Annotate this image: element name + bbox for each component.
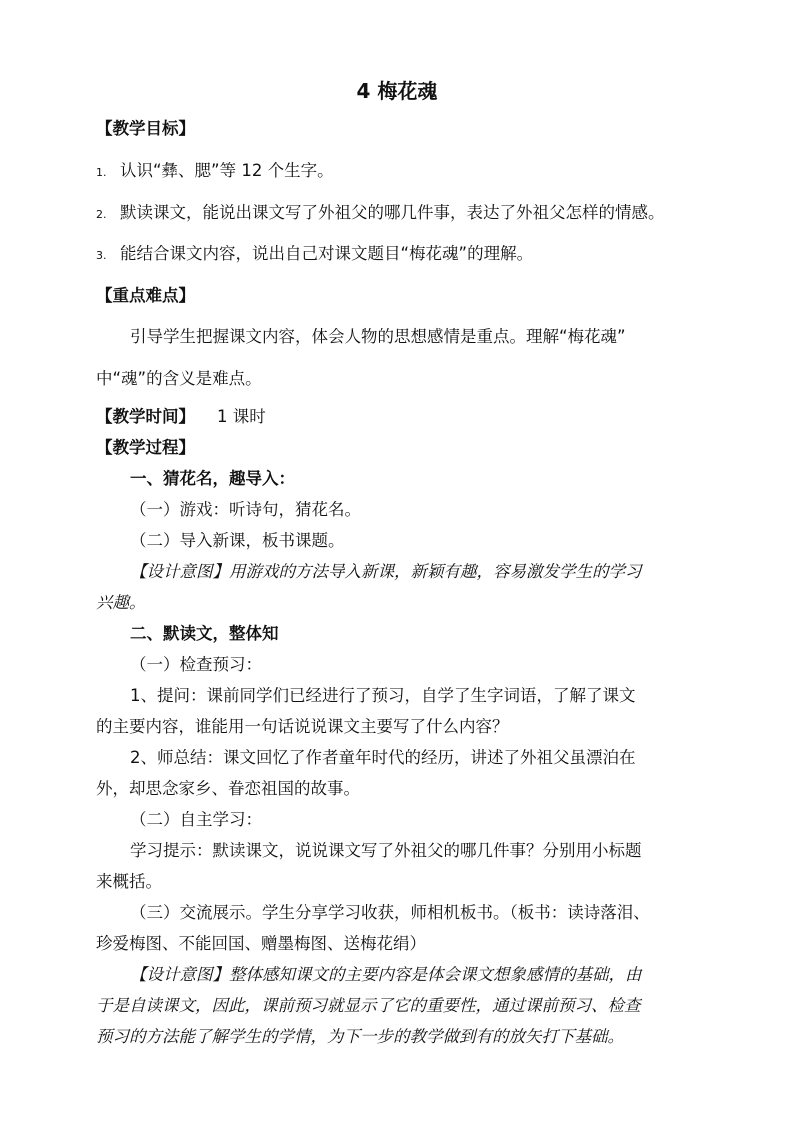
section-2-design-line-2: 于是自读课文，因此，课前预习就显示了它的重要性，通过课前预习、检查	[96, 996, 641, 1015]
key-points-line-1: 引导学生把握课文内容，体会人物的思想感情是重点。理解“梅花魂”	[130, 327, 626, 346]
page-title: 4 梅花魂	[356, 79, 438, 103]
objective-number: 3.	[96, 249, 107, 262]
process-heading: 【教学过程】	[96, 438, 195, 457]
objective-text: 默读课文，能说出课文写了外祖父的哪几件事，表达了外祖父怎样的情感。	[120, 203, 665, 222]
objective-item-3	[96, 243, 533, 267]
objective-number: 2.	[96, 208, 107, 221]
objective-item-1	[96, 160, 334, 184]
objectives-heading: 【教学目标】	[96, 119, 195, 138]
objective-number: 1.	[96, 166, 107, 179]
section-1-design-line-2: 兴趣。	[96, 593, 146, 612]
time-heading: 【教学时间】	[96, 407, 195, 426]
key-points-heading: 【重点难点】	[96, 286, 195, 305]
section-2-summary-line-1: 2、师总结：课文回忆了作者童年时代的经历，讲述了外祖父虽漂泊在	[130, 748, 636, 767]
section-1-title: 一、猜花名，趣导入：	[130, 469, 295, 488]
objective-text: 认识“彝、腮”等 12 个生字。	[120, 161, 334, 180]
section-1-item-b: （二）导入新课，板书课题。	[130, 531, 345, 550]
section-1-design-line-1: 【设计意图】用游戏的方法导入新课，新颖有趣，容易激发学生的学习	[130, 562, 642, 581]
section-2-item-b: （二）自主学习：	[130, 810, 262, 829]
time-row	[96, 406, 266, 428]
section-2-title: 二、默读文，整体知	[130, 624, 279, 643]
objective-item-2	[96, 202, 665, 226]
section-2-tip-line-1: 学习提示：默读课文，说说课文写了外祖父的哪几件事？分别用小标题	[130, 841, 642, 860]
section-2-item-c-line-2: 珍爱梅图、不能回国、赠墨梅图、送梅花绢）	[96, 934, 426, 953]
objective-text: 能结合课文内容，说出自己对课文题目“梅花魂”的理解。	[120, 244, 534, 263]
section-2-design-line-1: 【设计意图】整体感知课文的主要内容是体会课文想象感情的基础，由	[130, 965, 642, 984]
time-value: 1 课时	[217, 407, 266, 426]
section-2-question-line-1: 1、提问：课前同学们已经进行了预习，自学了生字词语，了解了课文	[130, 686, 636, 705]
section-1-item-a: （一）游戏：听诗句，猜花名。	[130, 500, 361, 519]
section-2-item-c-line-1: （三）交流展示。学生分享学习收获，师相机板书。（板书：读诗落泪、	[130, 903, 650, 922]
section-2-item-a: （一）检查预习：	[130, 655, 262, 674]
key-points-line-2: 中“魂”的含义是难点。	[96, 369, 262, 388]
section-2-summary-line-2: 外，却思念家乡、眷恋祖国的故事。	[96, 779, 360, 798]
section-2-question-line-2: 的主要内容，谁能用一句话说说课文主要写了什么内容？	[96, 717, 509, 736]
section-2-tip-line-2: 来概括。	[96, 872, 162, 891]
section-2-design-line-3: 预习的方法能了解学生的学情，为下一步的教学做到有的放矢打下基础。	[96, 1027, 624, 1046]
